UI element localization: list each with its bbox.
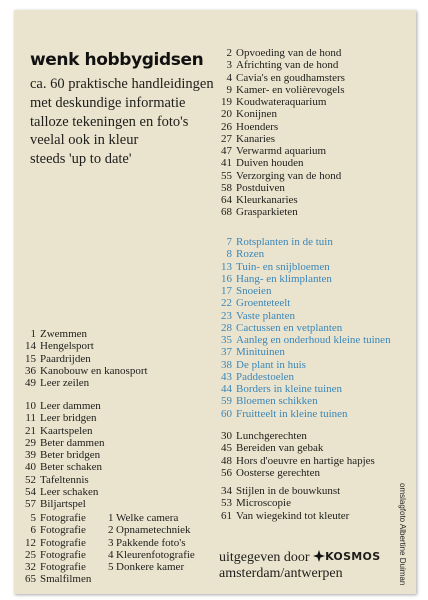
guide-number: 32 (25, 561, 36, 573)
guide-number: 58 (221, 181, 232, 194)
guide-title: Beter bridgen (40, 449, 101, 461)
guide-number: 8 (226, 248, 232, 261)
list-item (212, 408, 416, 420)
intro-line: talloze tekeningen en foto's (30, 113, 189, 130)
guide-number: 44 (221, 383, 232, 395)
volume-number: 5 (108, 561, 114, 573)
volume-title: Welke camera (116, 512, 179, 524)
publisher-logo: KOSMOS (325, 550, 381, 563)
list-item (212, 430, 412, 442)
guide-title: Fotografie (40, 548, 86, 561)
guide-number: 7 (226, 236, 232, 248)
list-item (212, 236, 416, 248)
list-item (212, 108, 412, 120)
volume-title: Kleurenfotografie (116, 548, 195, 561)
kosmos-star-icon (313, 550, 325, 562)
guide-number: 29 (25, 436, 36, 449)
guide-title: Smalfilmen (40, 573, 92, 586)
guide-number: 34 (221, 485, 232, 497)
list-item (212, 334, 416, 346)
list-item (212, 157, 412, 169)
list-item (16, 512, 216, 524)
guide-number: 55 (221, 169, 232, 182)
guide-number: 39 (25, 449, 36, 461)
list-home-animals (212, 47, 412, 219)
list-item (212, 96, 412, 108)
guide-title: Grasparkieten (236, 206, 298, 219)
list-item (212, 455, 412, 467)
guide-number: 12 (25, 536, 36, 549)
list-item (16, 377, 206, 389)
guide-title: Tafeltennis (40, 473, 89, 486)
guide-number: 22 (221, 297, 232, 310)
guide-number: 5 (30, 512, 36, 524)
guide-title: Rotsplanten in de tuin (236, 236, 333, 248)
list-item (16, 573, 216, 585)
guide-title: Hoenders (236, 120, 279, 133)
list-item (16, 328, 206, 340)
guide-number: 27 (221, 132, 232, 145)
guide-title: Cactussen en vetplanten (236, 321, 343, 334)
guide-title: Fruitteelt in kleine tuinen (236, 407, 348, 420)
guide-number: 19 (221, 96, 232, 108)
list-item (212, 84, 412, 96)
list-item (212, 285, 416, 297)
guide-number: 61 (221, 509, 232, 522)
list-item (212, 121, 412, 133)
list-item (212, 206, 412, 218)
guide-title: Tuin- en snijbloemen (236, 260, 330, 273)
list-item (16, 353, 206, 365)
guide-title: Stijlen in de bouwkunst (236, 485, 341, 497)
guide-number: 26 (221, 120, 232, 133)
guide-title: Bereiden van gebak (236, 442, 324, 455)
guide-number: 14 (25, 340, 36, 353)
guide-number: 10 (25, 400, 36, 412)
guide-title: Verzorging van de hond (236, 169, 342, 182)
list-item (212, 47, 412, 59)
guide-number: 45 (221, 442, 232, 455)
list-item (212, 72, 412, 84)
volume-title: Donkere kamer (116, 561, 185, 573)
series-title: wenk hobbygidsen (30, 50, 204, 70)
guide-number: 16 (221, 272, 232, 285)
guide-title: Bloemen schikken (236, 395, 318, 408)
photo-credit: omslagfoto Albertine Duiman (398, 483, 407, 586)
list-item (16, 561, 216, 573)
list-item (16, 549, 216, 561)
list-item (16, 425, 206, 437)
intro-line: ca. 60 praktische handleidingen (30, 76, 214, 92)
list-item (212, 248, 416, 260)
guide-number: 56 (221, 466, 232, 479)
list-garden (212, 236, 416, 420)
list-photography (16, 512, 216, 586)
list-item (212, 59, 412, 71)
guide-title: Leer schaken (40, 485, 99, 498)
guide-title: Paardrijden (40, 352, 91, 365)
guide-title: Opvoeding van de hond (236, 47, 342, 59)
guide-number: 3 (226, 59, 232, 72)
list-item (212, 383, 416, 395)
guide-number: 41 (221, 157, 232, 170)
list-item (212, 261, 416, 273)
publisher-location: amsterdam/antwerpen (219, 566, 343, 581)
list-item (16, 400, 206, 412)
guide-number: 13 (221, 260, 232, 273)
guide-number: 28 (221, 321, 232, 334)
list-misc (212, 485, 412, 522)
guide-title: Lunchgerechten (236, 430, 307, 442)
list-item (212, 297, 416, 309)
guide-title: Verwarmd aquarium (236, 145, 327, 157)
guide-title: Rozen (236, 248, 265, 261)
guide-title: Biljartspel (40, 498, 86, 510)
guide-title: Zwemmen (40, 328, 88, 340)
guide-title: Vaste planten (236, 309, 295, 322)
list-item (212, 182, 412, 194)
list-item (212, 133, 412, 145)
guide-title: Hengelsport (40, 340, 94, 353)
list-item (212, 310, 416, 322)
list-item (212, 510, 412, 522)
guide-title: Fotografie (40, 536, 86, 549)
guide-number: 2 (226, 47, 232, 59)
guide-number: 21 (25, 424, 36, 437)
guide-number: 4 (226, 71, 232, 84)
guide-title: Kanobouw en kanosport (40, 364, 148, 377)
list-item (16, 412, 206, 424)
intro-line: met deskundige informatie (30, 94, 186, 111)
list-item (212, 442, 412, 454)
guide-number: 53 (221, 497, 232, 510)
intro-line: veelal ook in kleur (30, 132, 139, 149)
guide-number: 57 (25, 498, 36, 510)
guide-number: 52 (25, 473, 36, 486)
list-item (212, 485, 412, 497)
guide-number: 35 (221, 334, 232, 346)
guide-title: Beter dammen (40, 436, 105, 449)
guide-title: Fotografie (40, 512, 86, 524)
guide-title: Aanleg en onderhoud kleine tuinen (236, 334, 391, 346)
guide-number: 23 (221, 309, 232, 322)
volume-number: 3 (108, 536, 114, 549)
guide-number: 20 (221, 108, 232, 121)
guide-title: De plant in huis (236, 358, 306, 371)
guide-number: 38 (221, 358, 232, 371)
guide-number: 40 (25, 461, 36, 474)
guide-title: Minituinen (236, 346, 285, 359)
list-item (212, 194, 412, 206)
list-item (212, 273, 416, 285)
guide-number: 1 (30, 328, 36, 340)
volume-number: 2 (108, 524, 114, 537)
guide-number: 64 (221, 194, 232, 206)
publisher-prefix: uitgegeven door (219, 550, 310, 565)
guide-number: 59 (221, 395, 232, 408)
guide-title: Fotografie (40, 524, 86, 537)
guide-title: Africhting van de hond (236, 59, 339, 72)
guide-number: 36 (25, 364, 36, 377)
guide-number: 43 (221, 370, 232, 383)
guide-title: Groenteteelt (236, 297, 291, 310)
guide-number: 60 (221, 407, 232, 420)
guide-number: 47 (221, 145, 232, 157)
guide-title: Paddestoelen (236, 370, 295, 383)
list-item (16, 449, 206, 461)
series-description (30, 75, 214, 169)
guide-title: Hang- en klimplanten (236, 272, 332, 285)
guide-title: Borders in kleine tuinen (236, 383, 343, 395)
guide-number: 11 (25, 412, 36, 425)
guide-title: Konijnen (236, 108, 277, 121)
guide-title: Kaartspelen (40, 424, 93, 437)
list-item (212, 346, 416, 358)
guide-title: Microscopie (236, 497, 291, 510)
intro-line: steeds 'up to date' (30, 151, 132, 168)
guide-number: 6 (30, 524, 36, 537)
guide-number: 17 (221, 285, 232, 297)
list-item (212, 170, 412, 182)
list-item (212, 395, 416, 407)
guide-title: Van wiegekind tot kleuter (236, 509, 350, 522)
list-item (16, 461, 206, 473)
guide-title: Koudwateraquarium (236, 96, 327, 108)
guide-number: 48 (221, 454, 232, 467)
guide-title: Snoeien (236, 285, 272, 297)
guide-number: 54 (25, 485, 36, 498)
guide-number: 9 (226, 83, 232, 96)
guide-number: 15 (25, 352, 36, 365)
volume-title: Pakkende foto's (116, 536, 186, 549)
guide-number: 49 (25, 377, 36, 389)
volume-number: 4 (108, 548, 114, 561)
volume-title: Opnametechniek (116, 524, 191, 537)
guide-title: Leer bridgen (40, 412, 97, 425)
publisher-line (219, 550, 380, 566)
book-back-cover (14, 10, 416, 594)
list-item (212, 467, 412, 479)
list-item (16, 498, 206, 510)
guide-number: 68 (221, 206, 232, 219)
guide-title: Hors d'oeuvre en hartige hapjes (236, 454, 375, 467)
guide-title: Leer zeilen (40, 377, 90, 389)
list-item (212, 322, 416, 334)
guide-title: Kleurkanaries (236, 194, 298, 206)
list-item (212, 497, 412, 509)
guide-number: 30 (221, 430, 232, 442)
list-cooking (212, 430, 412, 479)
list-games (16, 400, 206, 510)
guide-title: Fotografie (40, 561, 86, 573)
list-sport (16, 328, 206, 389)
list-item (16, 437, 206, 449)
list-item (16, 340, 206, 352)
guide-number: 37 (221, 346, 232, 359)
volume-number: 1 (108, 512, 114, 524)
guide-title: Kamer- en volièrevogels (236, 83, 345, 96)
guide-title: Duiven houden (236, 157, 304, 170)
guide-title: Kanaries (236, 132, 276, 145)
list-item (16, 486, 206, 498)
guide-title: Cavia's en goudhamsters (236, 71, 345, 84)
guide-title: Postduiven (236, 181, 285, 194)
list-item (212, 371, 416, 383)
guide-number: 25 (25, 548, 36, 561)
list-item (16, 474, 206, 486)
list-item (212, 145, 412, 157)
list-item (212, 359, 416, 371)
guide-number: 65 (25, 573, 36, 586)
guide-title: Oosterse gerechten (236, 466, 320, 479)
list-item (16, 524, 216, 536)
guide-title: Leer dammen (40, 400, 101, 412)
guide-title: Beter schaken (40, 461, 102, 474)
list-item (16, 365, 206, 377)
list-item (16, 537, 216, 549)
